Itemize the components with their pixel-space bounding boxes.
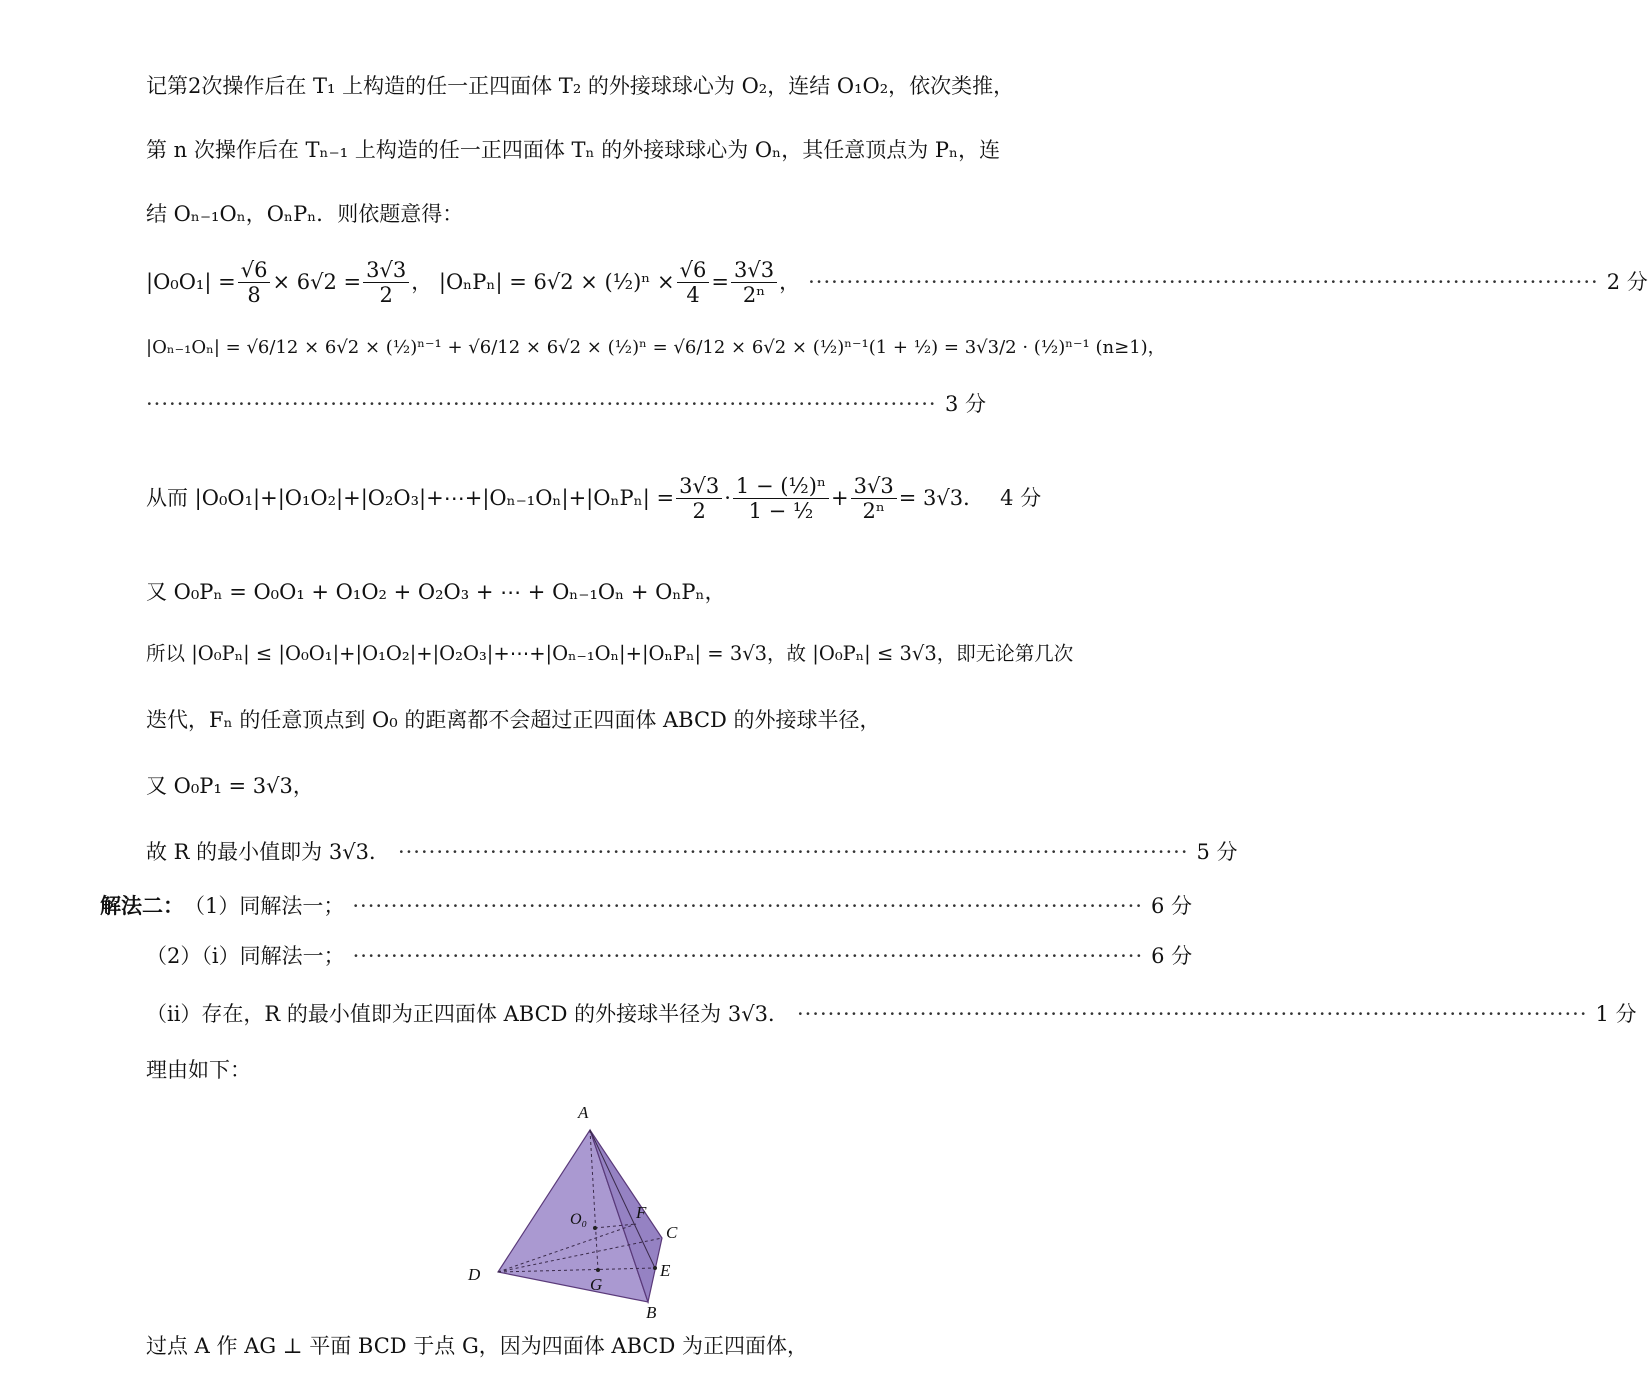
score-5: 6 分 — [1150, 894, 1192, 918]
frac-3-num: √6 — [677, 258, 710, 283]
leader-dots-7: ······································································································· — [796, 1002, 1588, 1026]
text-l16: 过点 A 作 AG ⊥ 平面 BCD 于点 G，因为四面体 ABCD 为正四面体， — [146, 1334, 809, 1358]
text-line-7 — [146, 578, 986, 606]
text-l3: 结 Oₙ₋₁Oₙ，OₙPₙ．则依题意得： — [146, 202, 464, 226]
frac-4-num: 3√3 — [731, 258, 777, 283]
text-l1: 记第2次操作后在 T₁ 上构造的任一正四面体 T₂ 的外接球球心为 O₂，连结 O₁O₂，依次类推， — [146, 74, 1015, 98]
formula-f6-mid: · — [724, 486, 731, 510]
leader-dots-2: ······································································································· — [146, 392, 937, 416]
frac-2-den: 2 — [379, 282, 393, 307]
leader-dots-4: ······································································································· — [397, 840, 1189, 864]
text-line-15 — [146, 1056, 986, 1084]
text-line-14 — [146, 1000, 1637, 1028]
score-3: 4 分 — [1000, 486, 1042, 510]
text-l10: 又 O₀P₁ = 3√3， — [146, 774, 314, 798]
frac-6-den: 1 − ½ — [748, 498, 814, 523]
text-line-9 — [146, 706, 986, 734]
frac-1-den: 8 — [247, 282, 261, 307]
tetrahedron-figure — [460, 1100, 700, 1320]
label-C: C — [666, 1223, 678, 1242]
formula-line-1 — [146, 252, 1648, 312]
text-line-10 — [146, 772, 986, 800]
frac-2 — [363, 258, 409, 307]
formula-line-2 — [146, 334, 1166, 362]
frac-4-den: 2ⁿ — [742, 282, 766, 307]
score-7: 1 分 — [1595, 1002, 1637, 1026]
text-line-1 — [146, 72, 1015, 100]
solution-2-heading: 解法二： — [100, 893, 184, 918]
text-l14: （ii）存在，R 的最小值即为正四面体 ABCD 的外接球半径为 3√3． — [146, 1002, 789, 1026]
text-l7: 又 O₀Pₙ = O₀O₁ + O₁O₂ + O₂O₃ + ⋯ + Oₙ₋₁Oₙ + OₙPₙ， — [146, 580, 726, 604]
score-6: 6 分 — [1151, 944, 1193, 968]
formula-f1b-tail: ， — [779, 270, 801, 294]
label-O0: O₀ — [570, 1211, 588, 1228]
formula-f6-plus: + — [831, 486, 849, 510]
formula-f1a: |O₀O₁| = — [146, 270, 236, 294]
frac-7-num: 3√3 — [851, 474, 897, 499]
label-B: B — [646, 1303, 657, 1322]
text-l8: 所以 |O₀Pₙ| ≤ |O₀O₁|+|O₁O₂|+|O₂O₃|+⋯+|Oₙ₋₁Oₙ|+|OₙPₙ| = 3√3，故 |O₀Pₙ| ≤ 3√3，即无论第几次 — [146, 642, 1074, 665]
label-E: E — [660, 1261, 671, 1280]
text-l15: 理由如下： — [146, 1058, 251, 1082]
score-4: 5 分 — [1196, 840, 1238, 864]
label-D: D — [468, 1265, 481, 1284]
frac-7-den: 2ⁿ — [862, 498, 885, 523]
text-line-16 — [146, 1332, 986, 1360]
score-2: 3 分 — [944, 392, 986, 416]
leader-dots-6: ······································································································· — [352, 944, 1144, 968]
text-line-6 — [146, 458, 1042, 538]
frac-5-num: 3√3 — [676, 474, 722, 499]
frac-7 — [851, 474, 897, 523]
frac-6 — [733, 474, 829, 523]
frac-3 — [677, 258, 710, 307]
score-1: 2 分 — [1606, 270, 1648, 294]
frac-6-num: 1 − (½)ⁿ — [733, 474, 829, 499]
text-line-11 — [146, 838, 1238, 866]
frac-5 — [676, 474, 722, 523]
text-l6: 从而 |O₀O₁|+|O₁O₂|+|O₂O₃|+⋯+|Oₙ₋₁Oₙ|+|OₙPₙ| = — [146, 486, 675, 510]
score-line-2 — [146, 390, 986, 418]
formula-f2: |Oₙ₋₁Oₙ| = √6/12 × 6√2 × (½)ⁿ⁻¹ + √6/12 × 6√2 × (½)ⁿ = √6/12 × 6√2 × (½)ⁿ⁻¹(1 + ½) = 3√3/2 · (½)ⁿ⁻¹ (n≥1)， — [146, 337, 1166, 358]
text-line-3 — [146, 200, 986, 228]
formula-f1b-eq: = — [711, 270, 730, 294]
label-F: F — [636, 1203, 647, 1222]
text-l2: 第 n 次操作后在 Tₙ₋₁ 上构造的任一正四面体 Tₙ 的外接球球心为 Oₙ，其任意顶点为 Pₙ，连 — [146, 138, 1001, 162]
text-l11: 故 R 的最小值即为 3√3． — [146, 840, 390, 864]
text-line-2 — [146, 136, 1001, 164]
label-A: A — [578, 1103, 589, 1122]
leader-dots-5: ······································································································· — [352, 894, 1143, 918]
text-line-13 — [146, 942, 1193, 970]
frac-1 — [238, 258, 271, 307]
formula-f1b: ， |OₙPₙ| = 6√2 × (½)ⁿ × — [411, 270, 675, 294]
frac-3-den: 4 — [686, 282, 700, 307]
point-G — [596, 1268, 600, 1272]
text-line-8 — [146, 640, 1074, 668]
label-G: G — [590, 1275, 603, 1294]
text-l9: 迭代，Fₙ 的任意顶点到 O₀ 的距离都不会超过正四面体 ABCD 的外接球半径， — [146, 708, 881, 732]
frac-1-num: √6 — [238, 258, 271, 283]
text-line-12 — [100, 892, 1192, 920]
point-O0 — [593, 1226, 597, 1230]
formula-f1a-mid: × 6√2 = — [272, 270, 362, 294]
formula-f6-tail: = 3√3． — [898, 486, 985, 510]
point-E — [653, 1266, 657, 1270]
leader-dots-1: ······································································································· — [808, 270, 1599, 294]
frac-4 — [731, 258, 777, 307]
frac-5-den: 2 — [692, 498, 706, 523]
text-l13: （2）（i）同解法一； — [146, 944, 345, 968]
frac-2-num: 3√3 — [363, 258, 409, 283]
text-l12: （1）同解法一； — [184, 894, 345, 918]
